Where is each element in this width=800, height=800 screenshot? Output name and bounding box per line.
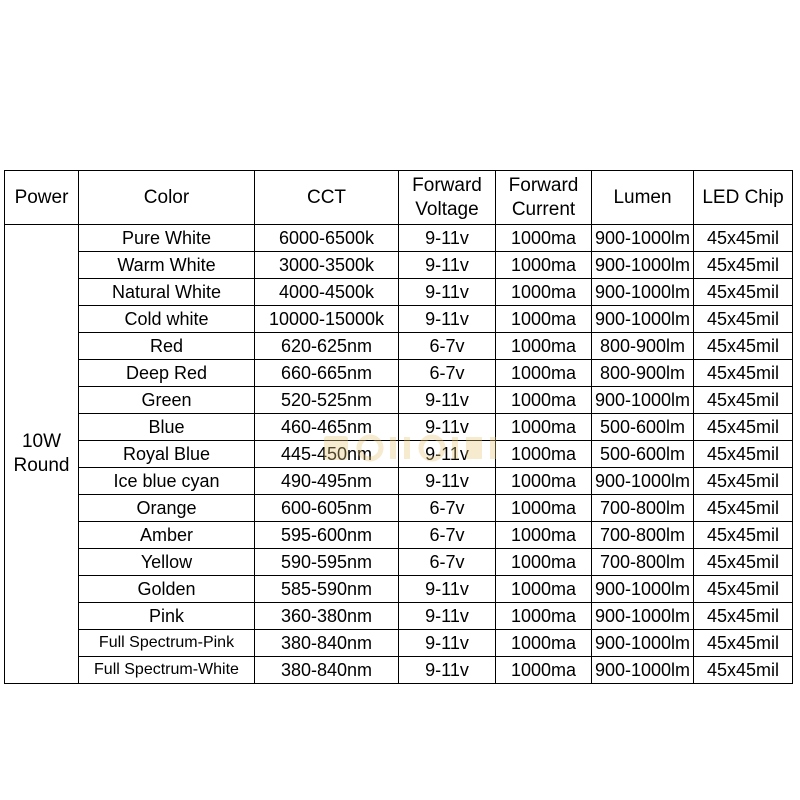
chip-cell: 45x45mil <box>694 252 793 279</box>
header-forward-current-line2: Current <box>511 198 576 220</box>
power-value: 10W <box>21 431 62 452</box>
voltage-cell: 9-11v <box>399 603 496 630</box>
power-cell <box>5 225 79 684</box>
cct-cell: 6000-6500k <box>255 225 399 252</box>
table-row <box>5 252 793 279</box>
voltage-cell: 9-11v <box>399 576 496 603</box>
cct-cell: 595-600nm <box>255 522 399 549</box>
header-row <box>5 171 793 225</box>
lumen-cell: 800-900lm <box>592 360 694 387</box>
table-row <box>5 279 793 306</box>
voltage-cell: 9-11v <box>399 630 496 657</box>
color-cell: Golden <box>79 576 255 603</box>
header-power: Power <box>5 171 79 225</box>
current-cell: 1000ma <box>496 495 592 522</box>
voltage-cell: 9-11v <box>399 441 496 468</box>
cct-cell: 380-840nm <box>255 657 399 684</box>
lumen-cell: 700-800lm <box>592 549 694 576</box>
chip-cell: 45x45mil <box>694 306 793 333</box>
table-row <box>5 387 793 414</box>
voltage-cell: 9-11v <box>399 387 496 414</box>
cct-cell: 10000-15000k <box>255 306 399 333</box>
table-row <box>5 576 793 603</box>
current-cell: 1000ma <box>496 252 592 279</box>
chip-cell: 45x45mil <box>694 657 793 684</box>
chip-cell: 45x45mil <box>694 630 793 657</box>
cct-cell: 660-665nm <box>255 360 399 387</box>
current-cell: 1000ma <box>496 279 592 306</box>
table-row <box>5 333 793 360</box>
voltage-cell: 9-11v <box>399 225 496 252</box>
current-cell: 1000ma <box>496 522 592 549</box>
current-cell: 1000ma <box>496 630 592 657</box>
current-cell: 1000ma <box>496 441 592 468</box>
table-row <box>5 549 793 576</box>
chip-cell: 45x45mil <box>694 279 793 306</box>
cct-cell: 4000-4500k <box>255 279 399 306</box>
chip-cell: 45x45mil <box>694 576 793 603</box>
color-cell: Cold white <box>79 306 255 333</box>
chip-cell: 45x45mil <box>694 225 793 252</box>
lumen-cell: 900-1000lm <box>592 630 694 657</box>
lumen-cell: 700-800lm <box>592 495 694 522</box>
current-cell: 1000ma <box>496 603 592 630</box>
voltage-cell: 9-11v <box>399 468 496 495</box>
voltage-cell: 6-7v <box>399 333 496 360</box>
table-row <box>5 441 793 468</box>
color-cell: Deep Red <box>79 360 255 387</box>
chip-cell: 45x45mil <box>694 549 793 576</box>
voltage-cell: 9-11v <box>399 252 496 279</box>
lumen-cell: 900-1000lm <box>592 657 694 684</box>
chip-cell: 45x45mil <box>694 333 793 360</box>
lumen-cell: 700-800lm <box>592 522 694 549</box>
lumen-cell: 900-1000lm <box>592 225 694 252</box>
color-cell: Full Spectrum-Pink <box>79 630 255 657</box>
chip-cell: 45x45mil <box>694 441 793 468</box>
color-cell: Pure White <box>79 225 255 252</box>
table-row <box>5 630 793 657</box>
voltage-cell: 6-7v <box>399 495 496 522</box>
chip-cell: 45x45mil <box>694 603 793 630</box>
lumen-cell: 900-1000lm <box>592 252 694 279</box>
header-led-chip: LED Chip <box>694 171 793 225</box>
table-row <box>5 657 793 684</box>
cct-cell: 590-595nm <box>255 549 399 576</box>
cct-cell: 360-380nm <box>255 603 399 630</box>
table-row <box>5 360 793 387</box>
table-row <box>5 495 793 522</box>
color-cell: Blue <box>79 414 255 441</box>
lumen-cell: 900-1000lm <box>592 468 694 495</box>
color-cell: Royal Blue <box>79 441 255 468</box>
table-row <box>5 468 793 495</box>
header-cct: CCT <box>255 171 399 225</box>
voltage-cell: 6-7v <box>399 522 496 549</box>
color-cell: Warm White <box>79 252 255 279</box>
cct-cell: 490-495nm <box>255 468 399 495</box>
current-cell: 1000ma <box>496 225 592 252</box>
cct-cell: 380-840nm <box>255 630 399 657</box>
current-cell: 1000ma <box>496 360 592 387</box>
voltage-cell: 9-11v <box>399 657 496 684</box>
lumen-cell: 900-1000lm <box>592 387 694 414</box>
current-cell: 1000ma <box>496 333 592 360</box>
color-cell: Natural White <box>79 279 255 306</box>
lumen-cell: 500-600lm <box>592 414 694 441</box>
header-forward-current-line1: Forward <box>508 174 579 196</box>
table-row <box>5 603 793 630</box>
color-cell: Pink <box>79 603 255 630</box>
lumen-cell: 900-1000lm <box>592 306 694 333</box>
chip-cell: 45x45mil <box>694 495 793 522</box>
lumen-cell: 900-1000lm <box>592 279 694 306</box>
cct-cell: 620-625nm <box>255 333 399 360</box>
current-cell: 1000ma <box>496 549 592 576</box>
color-cell: Yellow <box>79 549 255 576</box>
header-forward-voltage-line2: Voltage <box>415 198 479 220</box>
voltage-cell: 6-7v <box>399 360 496 387</box>
current-cell: 1000ma <box>496 468 592 495</box>
header-forward-current <box>496 171 592 225</box>
voltage-cell: 6-7v <box>399 549 496 576</box>
current-cell: 1000ma <box>496 657 592 684</box>
color-cell: Orange <box>79 495 255 522</box>
power-shape: Round <box>13 455 70 476</box>
header-color: Color <box>79 171 255 225</box>
chip-cell: 45x45mil <box>694 360 793 387</box>
chip-cell: 45x45mil <box>694 468 793 495</box>
cct-cell: 585-590nm <box>255 576 399 603</box>
chip-cell: 45x45mil <box>694 414 793 441</box>
cct-cell: 460-465nm <box>255 414 399 441</box>
cct-cell: 445-450nm <box>255 441 399 468</box>
current-cell: 1000ma <box>496 414 592 441</box>
table-row <box>5 225 793 252</box>
lumen-cell: 500-600lm <box>592 441 694 468</box>
chip-cell: 45x45mil <box>694 387 793 414</box>
lumen-cell: 800-900lm <box>592 333 694 360</box>
color-cell: Green <box>79 387 255 414</box>
chip-cell: 45x45mil <box>694 522 793 549</box>
color-cell: Amber <box>79 522 255 549</box>
voltage-cell: 9-11v <box>399 279 496 306</box>
table-row <box>5 306 793 333</box>
header-forward-voltage-line1: Forward <box>412 174 482 196</box>
lumen-cell: 900-1000lm <box>592 603 694 630</box>
current-cell: 1000ma <box>496 306 592 333</box>
table-row <box>5 414 793 441</box>
cct-cell: 520-525nm <box>255 387 399 414</box>
cct-cell: 3000-3500k <box>255 252 399 279</box>
current-cell: 1000ma <box>496 576 592 603</box>
color-cell: Ice blue cyan <box>79 468 255 495</box>
voltage-cell: 9-11v <box>399 414 496 441</box>
table-row <box>5 522 793 549</box>
color-cell: Red <box>79 333 255 360</box>
voltage-cell: 9-11v <box>399 306 496 333</box>
cct-cell: 600-605nm <box>255 495 399 522</box>
led-spec-table <box>4 170 793 684</box>
header-forward-voltage <box>399 171 496 225</box>
lumen-cell: 900-1000lm <box>592 576 694 603</box>
header-lumen: Lumen <box>592 171 694 225</box>
color-cell: Full Spectrum-White <box>79 657 255 684</box>
current-cell: 1000ma <box>496 387 592 414</box>
